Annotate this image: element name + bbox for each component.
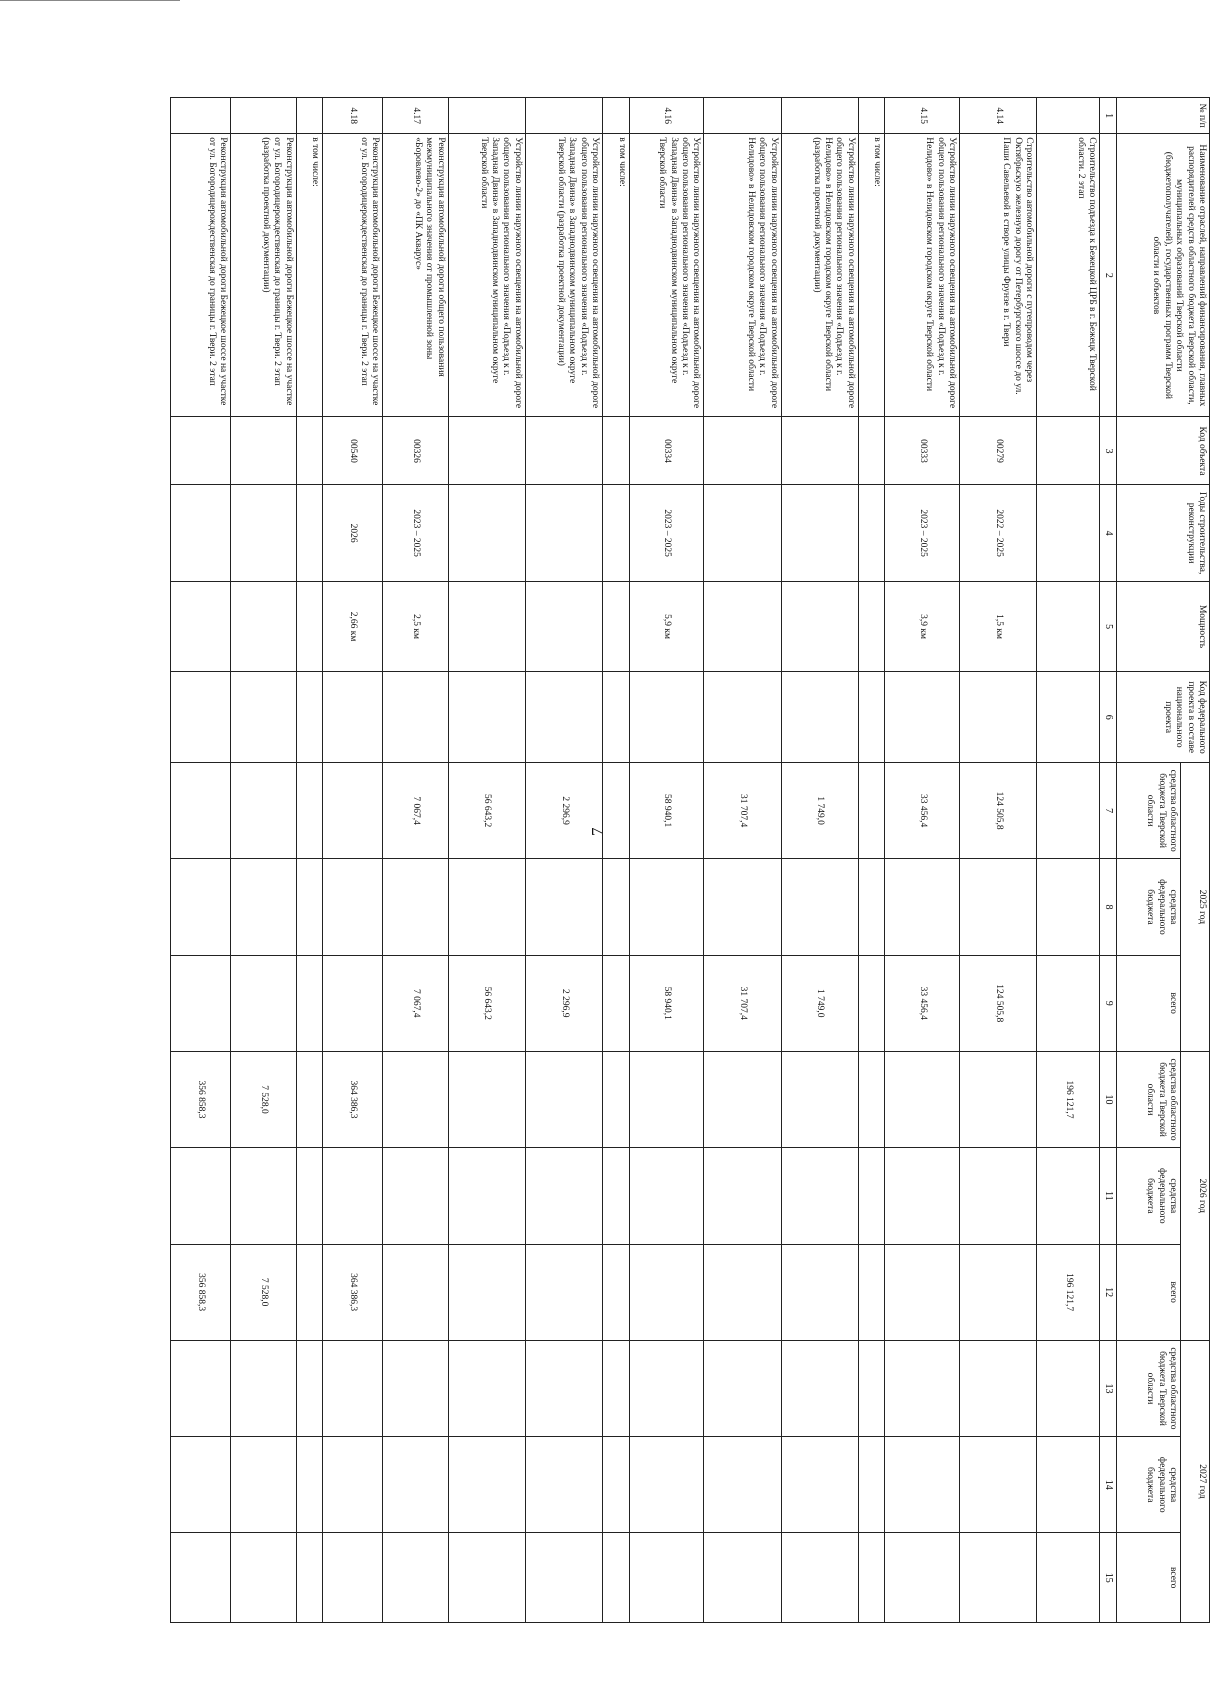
cell-name: в том числе: [858,134,885,417]
col-number: 12 [1100,1244,1117,1340]
cell-num: 4.14 [960,98,1037,134]
cell-c12 [383,1244,448,1340]
cell-c13 [1037,1340,1100,1436]
cell-c10: 356 858,3 [171,1051,231,1147]
cell-c15 [171,1533,231,1623]
column-number-row [1100,98,1117,1623]
cell-fed [858,672,885,763]
cell-name: Строительство автомобильной дороги с путепроводом через Октябрьскую железную дорогу от Петербургского шоссе до ул. Паши Савельевой в створе улицы Фрунзе в г. Твери [960,134,1037,417]
cell-c14 [525,1437,602,1533]
table-row [448,98,525,1623]
cell-c11 [704,1148,781,1244]
cell-c13 [629,1340,704,1436]
cell-fed [629,672,704,763]
cell-c14 [960,1437,1037,1533]
cell-years [231,485,296,581]
col-number: 2 [1100,134,1117,417]
cell-c8 [704,859,781,955]
cell-c9: 33 456,4 [885,955,960,1051]
col-number: 3 [1100,417,1117,485]
cell-code [525,417,602,485]
table-row [525,98,602,1623]
col-number: 15 [1100,1533,1117,1623]
cell-cap [448,581,525,672]
cell-c11 [629,1148,704,1244]
cell-c13 [603,1340,630,1436]
table-row [960,98,1037,1623]
cell-c7 [171,763,231,859]
cell-cap [296,581,323,672]
cell-c13 [525,1340,602,1436]
cell-name: в том числе: [603,134,630,417]
cell-c13 [960,1340,1037,1436]
cell-c11 [781,1148,858,1244]
table-row [383,98,448,1623]
cell-c11 [1037,1148,1100,1244]
cell-c14 [885,1437,960,1533]
cell-c9: 58 940,1 [629,955,704,1051]
cell-num [296,98,323,134]
cell-c10 [296,1051,323,1147]
cell-num: 4.18 [323,98,383,134]
cell-num [858,98,885,134]
cell-name: Реконструкция автомобильной дороги общего пользования межмуниципального значения от промышленной зоны «Боровлево-2» до «ПК Акварус» [383,134,448,417]
cell-c10 [448,1051,525,1147]
cell-c14 [323,1437,383,1533]
header-code: Код объекта [1117,417,1210,485]
cell-num [448,98,525,134]
cell-c10 [704,1051,781,1147]
header-fedcode: Код федерального проекта в составе национального проекта [1117,672,1210,763]
cell-years [1037,485,1100,581]
cell-c12: 196 121,7 [1037,1244,1100,1340]
cell-fed [704,672,781,763]
header-row-top [1181,98,1210,1623]
cell-c10: 196 121,7 [1037,1051,1100,1147]
cell-c12 [781,1244,858,1340]
cell-c12: 364 386,3 [323,1244,383,1340]
cell-cap [781,581,858,672]
col-number: 5 [1100,581,1117,672]
cell-c9 [603,955,630,1051]
cell-c7 [231,763,296,859]
cell-c11 [603,1148,630,1244]
cell-c8 [960,859,1037,955]
cell-fed [448,672,525,763]
table-row [231,98,296,1623]
header-2027-regional: средства областного бюджета Тверской области [1117,1340,1181,1436]
cell-c15 [858,1533,885,1623]
cell-years [525,485,602,581]
header-2025-total: всего [1117,955,1181,1051]
cell-c14 [603,1437,630,1533]
table-row [323,98,383,1623]
cell-name: Реконструкция автомобильной дороги Бежецкое шоссе на участке от ул. Богородицерождественская до границы г. Твери. 2 этап [323,134,383,417]
header-2027: 2027 год [1181,1340,1210,1622]
cell-years [603,485,630,581]
cell-c12 [629,1244,704,1340]
cell-c13 [171,1340,231,1436]
cell-c9 [296,955,323,1051]
cell-code [603,417,630,485]
cell-c12 [704,1244,781,1340]
cell-code [1037,417,1100,485]
table-row [885,98,960,1623]
header-capacity: Мощность [1117,581,1210,672]
cell-fed [885,672,960,763]
cell-fed [525,672,602,763]
cell-code [231,417,296,485]
cell-c14 [383,1437,448,1533]
cell-c13 [323,1340,383,1436]
cell-c15 [704,1533,781,1623]
cell-c10 [603,1051,630,1147]
cell-fed [323,672,383,763]
cell-num [231,98,296,134]
cell-cap [525,581,602,672]
cell-name: Устройство линии наружного освещения на автомобильной дороге общего пользования регионального значения «Подъезд к г. Нелидово» в Нелидовском городском округе Тверской области [885,134,960,417]
cell-c8 [383,859,448,955]
header-2027-total: всего [1117,1533,1181,1623]
cell-code: 00326 [383,417,448,485]
cell-c7 [858,763,885,859]
cell-c14 [231,1437,296,1533]
cell-c8 [323,859,383,955]
cell-cap: 2,66 км [323,581,383,672]
header-2026: 2026 год [1181,1051,1210,1340]
cell-c13 [781,1340,858,1436]
cell-years [781,485,858,581]
cell-c12 [858,1244,885,1340]
cell-name: Устройство линии наружного освещения на автомобильной дороге общего пользования регионального значения «Подъезд к г. Нелидово» в Нелидовском городском округе Тверской области [704,134,781,417]
cell-c10 [960,1051,1037,1147]
cell-c11 [525,1148,602,1244]
cell-c9: 124 505,8 [960,955,1037,1051]
cell-code [296,417,323,485]
cell-fed [171,672,231,763]
cell-cap [704,581,781,672]
cell-c12 [960,1244,1037,1340]
col-number: 8 [1100,859,1117,955]
cell-c7: 58 940,1 [629,763,704,859]
cell-c10: 364 386,3 [323,1051,383,1147]
cell-c15 [960,1533,1037,1623]
cell-years [704,485,781,581]
cell-c13 [885,1340,960,1436]
cell-num [781,98,858,134]
header-2025-federal: средства федерального бюджета [1117,859,1181,955]
cell-c10 [885,1051,960,1147]
cell-c9: 56 643,2 [448,955,525,1051]
cell-years: 2023 – 2025 [383,485,448,581]
cell-code: 00279 [960,417,1037,485]
cell-c15 [629,1533,704,1623]
cell-c7: 33 456,4 [885,763,960,859]
cell-fed [781,672,858,763]
cell-c8 [603,859,630,955]
page-number: 7 [588,827,607,836]
cell-cap [1037,581,1100,672]
cell-code [781,417,858,485]
cell-name: Устройство линии наружного освещения на автомобильной дороге общего пользования регионального значения «Подъезд к г. Нелидово» в Нелидовском городском округе Тверской области (разработка проектной документации) [781,134,858,417]
table-row [781,98,858,1623]
col-number: 7 [1100,763,1117,859]
cell-c15 [525,1533,602,1623]
cell-num: 4.15 [885,98,960,134]
cell-c7 [603,763,630,859]
cell-c12: 7 528,0 [231,1244,296,1340]
cell-num [171,98,231,134]
cell-c7: 2 296,9 [525,763,602,859]
cell-code: 00333 [885,417,960,485]
table-row [296,98,323,1623]
cell-num: 4.17 [383,98,448,134]
cell-code [448,417,525,485]
scan-edge-line [0,0,180,1]
cell-cap: 1,5 км [960,581,1037,672]
cell-fed [1037,672,1100,763]
cell-cap [603,581,630,672]
header-2025: 2025 год [1181,763,1210,1052]
cell-c15 [296,1533,323,1623]
header-num: № п/п [1117,98,1210,134]
cell-c7: 7 067,4 [383,763,448,859]
cell-c9 [1037,955,1100,1051]
cell-name: Строительство подъезда к Бежецкой ЦРБ в г. Бежецк Тверской области. 2 этап [1037,134,1100,417]
cell-c8 [858,859,885,955]
cell-c11 [296,1148,323,1244]
cell-c9: 7 067,4 [383,955,448,1051]
cell-c7: 124 505,8 [960,763,1037,859]
cell-c8 [781,859,858,955]
cell-c12: 356 858,3 [171,1244,231,1340]
cell-c11 [171,1148,231,1244]
cell-c14 [858,1437,885,1533]
cell-cap: 5,9 км [629,581,704,672]
table-row [704,98,781,1623]
cell-c9 [858,955,885,1051]
cell-name: Устройство линии наружного освещения на автомобильной дороге общего пользования регионального значения «Подъезд к г. Западная Двина» в Западнодвинском муниципальном округе Тверской области (разработка проектной документации) [525,134,602,417]
cell-fed [296,672,323,763]
table-row [858,98,885,1623]
header-2026-federal: средства федерального бюджета [1117,1148,1181,1244]
cell-num [1037,98,1100,134]
cell-c11 [960,1148,1037,1244]
cell-c14 [296,1437,323,1533]
cell-c8 [448,859,525,955]
cell-c13 [231,1340,296,1436]
cell-c9: 1 749,0 [781,955,858,1051]
col-number: 6 [1100,672,1117,763]
cell-code [704,417,781,485]
cell-c9 [323,955,383,1051]
table-row [603,98,630,1623]
cell-c12 [603,1244,630,1340]
cell-c12 [448,1244,525,1340]
col-number: 1 [1100,98,1117,134]
cell-c15 [323,1533,383,1623]
cell-num [603,98,630,134]
cell-fed [603,672,630,763]
cell-c7: 1 749,0 [781,763,858,859]
cell-c8 [525,859,602,955]
header-2026-regional: средства областного бюджета Тверской области [1117,1051,1181,1147]
cell-name: Реконструкция автомобильной дороги Бежецкое шоссе на участке от ул. Богородицерождественская до границы г. Твери. 2 этап (разработка проектной документации) [231,134,296,417]
cell-c10: 7 528,0 [231,1051,296,1147]
header-2025-regional: средства областного бюджета Тверской области [1117,763,1181,859]
cell-c13 [858,1340,885,1436]
cell-c14 [704,1437,781,1533]
cell-code: 00334 [629,417,704,485]
header-2027-federal: средства федерального бюджета [1117,1437,1181,1533]
cell-c12 [885,1244,960,1340]
cell-c8 [1037,859,1100,955]
cell-cap [231,581,296,672]
cell-c14 [1037,1437,1100,1533]
header-years: Годы строительства, реконструкции [1117,485,1210,581]
cell-name: Устройство линии наружного освещения на автомобильной дороге общего пользования регионального значения «Подъезд к г. Западная Двина» в Западнодвинском муниципальном округе Тверской области [448,134,525,417]
cell-c8 [629,859,704,955]
cell-years [171,485,231,581]
cell-c11 [323,1148,383,1244]
cell-c10 [383,1051,448,1147]
cell-fed [383,672,448,763]
col-number: 4 [1100,485,1117,581]
cell-name: Устройство линии наружного освещения на автомобильной дороге общего пользования регионального значения «Подъезд к г. Западная Двина» в Западнодвинском муниципальном округе Тверской области [629,134,704,417]
cell-c7: 56 643,2 [448,763,525,859]
cell-c15 [1037,1533,1100,1623]
col-number: 14 [1100,1437,1117,1533]
cell-c14 [171,1437,231,1533]
cell-years [858,485,885,581]
cell-c14 [629,1437,704,1533]
cell-name: Реконструкция автомобильной дороги Бежецкое шоссе на участке от ул. Богородицерождественская до границы г. Твери. 2 этап [171,134,231,417]
table-row [1037,98,1100,1623]
col-number: 10 [1100,1051,1117,1147]
cell-c15 [448,1533,525,1623]
col-number: 11 [1100,1148,1117,1244]
cell-years [448,485,525,581]
cell-c12 [296,1244,323,1340]
cell-code: 00540 [323,417,383,485]
cell-c11 [448,1148,525,1244]
cell-c7 [1037,763,1100,859]
table-row [629,98,704,1623]
cell-c15 [781,1533,858,1623]
cell-c15 [383,1533,448,1623]
cell-years: 2026 [323,485,383,581]
header-name: Наименование отраслей, направлений финансирования, главных распорядителей средств областного бюджета Тверской области, муниципальных образований Тверской области (бюджетополучателей), государственных программ Тверской области и объектов [1117,134,1210,417]
cell-cap [858,581,885,672]
cell-c7 [296,763,323,859]
cell-c11 [383,1148,448,1244]
header-2026-total: всего [1117,1244,1181,1340]
cell-fed [231,672,296,763]
cell-c12 [525,1244,602,1340]
cell-c9: 2 296,9 [525,955,602,1051]
cell-years: 2023 – 2025 [885,485,960,581]
cell-c8 [171,859,231,955]
cell-c7 [323,763,383,859]
cell-c13 [296,1340,323,1436]
table-row [171,98,231,1623]
cell-c9: 31 707,4 [704,955,781,1051]
cell-c13 [704,1340,781,1436]
cell-cap [171,581,231,672]
cell-num [704,98,781,134]
cell-code [858,417,885,485]
cell-c14 [448,1437,525,1533]
cell-years [296,485,323,581]
table-body [171,98,1100,1623]
cell-code [171,417,231,485]
cell-c10 [525,1051,602,1147]
budget-table-rotated [170,97,1210,1623]
cell-fed [960,672,1037,763]
cell-c11 [885,1148,960,1244]
cell-c10 [781,1051,858,1147]
budget-table [170,97,1210,1623]
cell-c8 [885,859,960,955]
col-number: 9 [1100,955,1117,1051]
cell-c10 [629,1051,704,1147]
cell-c14 [781,1437,858,1533]
cell-c13 [383,1340,448,1436]
cell-c8 [296,859,323,955]
cell-c10 [858,1051,885,1147]
col-number: 13 [1100,1340,1117,1436]
cell-c13 [448,1340,525,1436]
cell-num [525,98,602,134]
cell-c7: 31 707,4 [704,763,781,859]
cell-c15 [603,1533,630,1623]
cell-c15 [231,1533,296,1623]
cell-years: 2023 – 2025 [629,485,704,581]
cell-name: в том числе: [296,134,323,417]
cell-c8 [231,859,296,955]
cell-cap: 2,5 км [383,581,448,672]
cell-years: 2022 – 2025 [960,485,1037,581]
cell-c9 [231,955,296,1051]
cell-c9 [171,955,231,1051]
cell-c15 [885,1533,960,1623]
cell-c11 [858,1148,885,1244]
cell-cap: 3,9 км [885,581,960,672]
cell-num: 4.16 [629,98,704,134]
cell-c11 [231,1148,296,1244]
